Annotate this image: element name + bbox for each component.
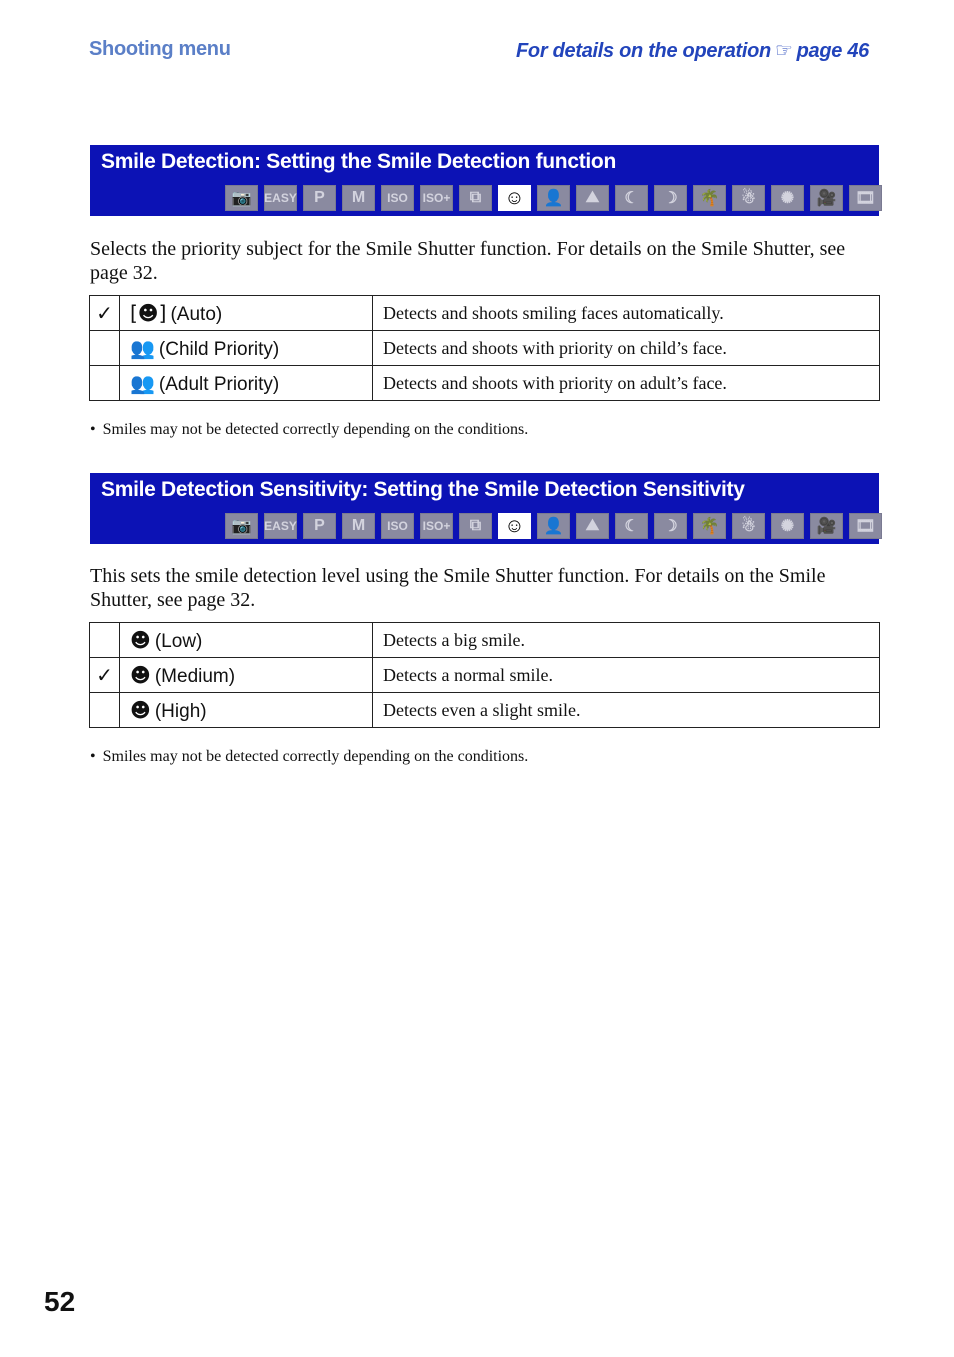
option-name-cell: [120, 296, 373, 331]
header-reference-page: page 46: [796, 40, 869, 62]
program-mode-icon: P: [303, 513, 336, 539]
option-name-cell: [120, 623, 373, 658]
smile-auto-icon: [☻]: [130, 300, 167, 325]
option-description: Detects and shoots with priority on adult’s face.: [373, 366, 880, 401]
anti-blur-mode-icon: ⧉: [459, 513, 492, 539]
option-label: (Auto): [170, 303, 223, 325]
movie-mode-icon: 🎥: [810, 185, 843, 211]
section1-note: [90, 421, 528, 439]
twilight-mode-icon: ☽: [654, 513, 687, 539]
option-description: Detects a normal smile.: [373, 658, 880, 693]
section2-title: Smile Detection Sensitivity: Setting the Smile Detection Sensitivity: [101, 478, 745, 501]
advanced-high-sensitivity-mode-icon: ISO+: [420, 513, 453, 539]
section2-note: [90, 748, 528, 766]
section2-intro: This sets the smile detection level using the Smile Shutter function. For details on the Smile Shutter, see page 32.: [90, 565, 826, 611]
smile-shutter-mode-icon: ☺: [498, 513, 531, 539]
option-row: [90, 693, 880, 728]
header-reference-text: For details on the operation: [516, 40, 771, 62]
camera-auto-mode-icon: 📷: [225, 185, 258, 211]
fireworks-mode-icon: ✺: [771, 185, 804, 211]
smile-shutter-mode-icon: ☺: [498, 185, 531, 211]
default-check-icon: ✓: [96, 664, 113, 687]
film-mode-icon: 🎞: [849, 185, 882, 211]
section1-note-text: Smiles may not be detected correctly depending on the conditions.: [102, 421, 529, 438]
option-label: (Child Priority): [158, 338, 280, 360]
beach-mode-icon: 🌴: [693, 513, 726, 539]
section2-options: [90, 623, 880, 728]
film-mode-icon: 🎞: [849, 513, 882, 539]
adult-priority-icon: 👥: [130, 370, 155, 395]
option-name-cell: [120, 331, 373, 366]
section2-options-table: [89, 622, 880, 728]
section1-intro: Selects the priority subject for the Smile Shutter function. For details on the Smile Shutter, see page 32.: [90, 238, 846, 284]
anti-blur-mode-icon: ⧉: [459, 185, 492, 211]
smile-medium-icon: ☻: [130, 662, 151, 687]
section1-options: [90, 296, 880, 401]
header-reference: [516, 38, 869, 63]
bullet: •: [90, 421, 96, 438]
mode-icon-row: [225, 513, 882, 539]
section1-banner: [90, 145, 879, 216]
option-label: (Low): [154, 630, 203, 652]
high-sensitivity-mode-icon: ISO: [381, 513, 414, 539]
option-row: [90, 331, 880, 366]
check-cell: [90, 623, 120, 658]
option-name-cell: [120, 366, 373, 401]
manual-mode-icon: M: [342, 185, 375, 211]
fireworks-mode-icon: ✺: [771, 513, 804, 539]
option-label: (High): [154, 700, 207, 722]
option-label: (Adult Priority): [158, 373, 280, 395]
soft-snap-mode-icon: 👤: [537, 185, 570, 211]
check-cell: [90, 331, 120, 366]
smile-low-icon: ☻: [130, 627, 151, 652]
header-section-label: Shooting menu: [89, 38, 231, 60]
snow-mode-icon: ☃: [732, 185, 765, 211]
section2-banner: [90, 473, 879, 544]
option-name-cell: [120, 658, 373, 693]
option-name-cell: [120, 693, 373, 728]
landscape-mode-icon: ⛰: [576, 513, 609, 539]
bullet: •: [90, 748, 96, 765]
program-mode-icon: P: [303, 185, 336, 211]
manual-mode-icon: M: [342, 513, 375, 539]
easy-mode-icon: EASY: [264, 513, 297, 539]
advanced-high-sensitivity-mode-icon: ISO+: [420, 185, 453, 211]
easy-mode-icon: EASY: [264, 185, 297, 211]
check-cell: [90, 693, 120, 728]
snow-mode-icon: ☃: [732, 513, 765, 539]
section2-note-text: Smiles may not be detected correctly depending on the conditions.: [102, 748, 529, 765]
check-cell: [90, 296, 120, 331]
smile-high-icon: ☻: [130, 697, 151, 722]
check-cell: [90, 658, 120, 693]
twilight-portrait-mode-icon: ☾: [615, 185, 648, 211]
check-cell: [90, 366, 120, 401]
option-description: Detects a big smile.: [373, 623, 880, 658]
option-description: Detects even a slight smile.: [373, 693, 880, 728]
child-priority-icon: 👥: [130, 335, 155, 360]
twilight-mode-icon: ☽: [654, 185, 687, 211]
page-number: 52: [44, 1286, 76, 1317]
movie-mode-icon: 🎥: [810, 513, 843, 539]
option-label: (Medium): [154, 665, 236, 687]
camera-auto-mode-icon: 📷: [225, 513, 258, 539]
option-row: [90, 658, 880, 693]
soft-snap-mode-icon: 👤: [537, 513, 570, 539]
mode-icon-row: [225, 185, 882, 211]
section1-options-table: [89, 295, 880, 401]
section1-title: Smile Detection: Setting the Smile Detection function: [101, 150, 616, 173]
high-sensitivity-mode-icon: ISO: [381, 185, 414, 211]
landscape-mode-icon: ⛰: [576, 185, 609, 211]
option-row: [90, 296, 880, 331]
pointing-hand-icon: ☞: [774, 40, 793, 62]
beach-mode-icon: 🌴: [693, 185, 726, 211]
twilight-portrait-mode-icon: ☾: [615, 513, 648, 539]
option-description: Detects and shoots smiling faces automatically.: [373, 296, 880, 331]
default-check-icon: ✓: [96, 302, 113, 325]
option-row: [90, 623, 880, 658]
option-description: Detects and shoots with priority on child’s face.: [373, 331, 880, 366]
option-row: [90, 366, 880, 401]
